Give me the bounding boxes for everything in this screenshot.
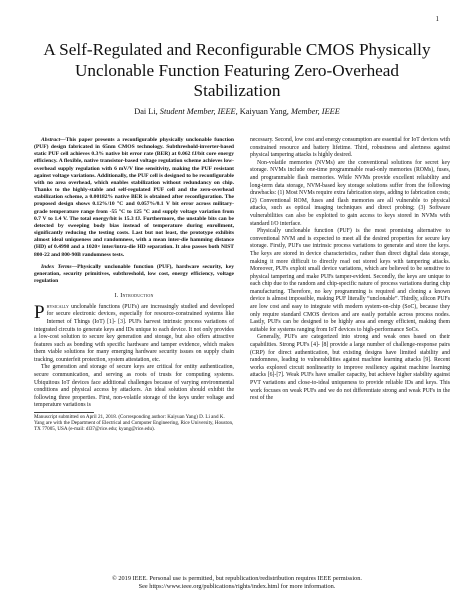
intro-paragraph-2: The generation and storage of secure keys are critical for entity authentication, secure communication, and serving as roots of trusts for computing systems. Ubiquitous IoT devices face additional challenges because of varying environmental conditions and physical access by attackers. An ideal solution should exhibit the following three properties. First, non-volatile storage of the keys under voltage and temperature variations is (34, 364, 234, 409)
author-role: Member, IEEE (290, 107, 340, 116)
abstract-label: Abstract— (41, 137, 66, 143)
index-terms (34, 264, 234, 285)
index-terms-text: Physically unclonable function (PUF), hardware security, key generation, security primitives, subthreshold, low cost, energy efficiency, voltage regulation (34, 263, 234, 284)
copyright-footer (30, 575, 444, 591)
index-terms-label: Index Terms— (41, 263, 78, 270)
author-name: Dai Li, (134, 107, 158, 116)
author-role: Student Member, IEEE, (159, 107, 238, 116)
intro-paragraph-1 (34, 301, 234, 365)
rights-link-line: See https://www.ieee.org/publications/rights/index.html for more information. (138, 583, 336, 590)
footnote-divider (34, 412, 94, 413)
abstract-text: This paper presents a reconfigurable physically unclonable function (PUF) design fabricated in 65nm CMOS technology. Subthreshold-inverter-based static PUF cell achieves 0.3% native bit error rate (BER) at 0.062 fJ/bit core energy efficiency. A flexible, native transistor-based voltage regulation scheme achieves low-overhead supply regulation with 6 mV/V line sensitivity, making the PUF resistant against voltage variations. Additionally, the PUF cell is designed to be reconfigurable with no area overhead, which enables stabilization without redundancy on chip. Thanks to the highly-stable and self-regulated PUF cell and the zero-overhead stabilization scheme, a 0.00182% native BER is obtained after reconfiguration. The proposed design shows 0.12%/10 °C and 0.057%/0.1 V bit error across military-grade temperature range from -55 °C to 125 °C and supply voltage variation from 0.7 V to 1.4 V. The total energy/bit is 15.3 fJ. Furthermore, the unstable bits can be detected by sweeping body bias instead of temperature during enrollment, significantly reducing the testing costs. Last but not least, the prototype exhibits almost ideal uniqueness and randomness, with a mean inter-die hamming distance (HD) of 0.4998 and a 1020× inter/intra-die HD separation. It also passes both NIST 800-22 and 800-90B randomness tests. (34, 137, 234, 258)
right-paragraph-2: Non-volatile memories (NVMs) are the conventional solutions for secret key storage. NVMs include one-time programmable read-only memories (ROMs), fuses, and programmable flash memories. While NVMs provide excellent reliability and long-term data storage, NVM-based key storage solutions suffer from the following drawbacks: (1) Most NVMs require extra fabrication steps, adding to fabrication costs; (2) Conventional ROM, fuses and flash memories are all vulnerable to physical attacks, such as optical imaging techniques and direct probing; (3) Software vulnerabilities can also be exploited to gain access to keys stored in NVMs with standard I/O interface. (250, 159, 450, 227)
page-number: 1 (435, 15, 439, 23)
manuscript-footnote: Manuscript submitted on April 21, 2018. (Corresponding author: Kaiyuan Yang) D. Li and K. Yang are with the Department of Electrical and Computer Engineering, Rice University, Houston, TX 77005, USA (e-mail: dl37@rice.edu; kyang@rice.edu). (34, 414, 234, 433)
abstract (34, 137, 234, 259)
right-paragraph-4: Generally, PUFs are categorized into strong and weak ones based on their capabilities. Strong PUFs [4]- [8] provide a large number of challenge-response pairs (CRP) for direct authentication, but existing designs have limited stability and randomness, leading to vulnerabilities against machine learning attacks [9]. Recent works explored circuit nonlinearity to improve resiliency against machine learning attacks [6]-[7]. Weak PUFs have smaller capacity, but achieve higher stability against PVT variations and close-to-ideal uniqueness to provide reliable IDs and keys. This work focuses on weak PUFs and we do not differentiate strong and weak PUFs in the rest of the (250, 334, 450, 402)
section-heading-introduction: I. Introduction (114, 292, 154, 300)
right-column (250, 137, 450, 403)
intro-first-word: hysically (46, 303, 69, 310)
left-column (34, 137, 234, 433)
author-name: Kaiyuan Yang, (239, 107, 289, 116)
paper-title: A Self-Regulated and Reconfigurable CMOS Physically Unclonable Function Featuring Zero-Overhead Stabilization (43, 40, 431, 100)
right-paragraph-1: necessary. Second, low cost and energy consumption are essential for IoT devices with constrained resource and battery lifetime. Third, robustness and alertness against physical tampering attacks is highly desired. (250, 137, 450, 159)
author-line (30, 107, 444, 116)
right-paragraph-3: Physically unclonable function (PUF) is the most promising alternative to conventional NVM and is expected to meet all the desired properties for secure key storage. Firstly, PUFs use intrinsic process variations to generate and store the keys. The keys are stored in device characteristics, rather than direct digital data storage, making it more difficult to directly read out stored keys with tampering attacks. Moreover, PUFs exploit small device variations, which are believed to be sensitive to physical tampering and make PUFs tamper-evident. Secondly, the keys are unique to each chip due to the random and chip-specific nature of process variations during chip manufacturing. Therefore, no key programming is required and cloning a known device is almost impossible, making PUF literally “unclonable”. Thirdly, silicon PUFs are low cost and easy to integrate with modern system-on-chip (SoC), because they only require standard CMOS devices and are easily portable across process nodes. Lastly, PUFs can be designed to be highly area and energy efficient, making them suitable for systems ranging from IoT devices to high-performance SoCs. (250, 228, 450, 333)
drop-cap: P (34, 301, 45, 323)
copyright-line: © 2019 IEEE. Personal use is permitted, but republication/redistribution requires IEEE permission. (112, 575, 362, 582)
intro-paragraph-1-text: unclonable functions (PUFs) are increasingly studied and developed for secure electronic devices, especially for resource-constrained systems like Internet of Things (IoT) [1]- [3]. PUFs harvest intrinsic process variations of integrated circuits to generate keys and IDs unique to each device. It not only provides a low-cost solution to secure key generation and storage, but also offers attractive features such as bonding with specific hardware and tamper evidence, which makes them viable solutions for many emerging hardware security issues on supply chain tracking, counterfeit protection, system attestation, etc. (34, 303, 234, 363)
